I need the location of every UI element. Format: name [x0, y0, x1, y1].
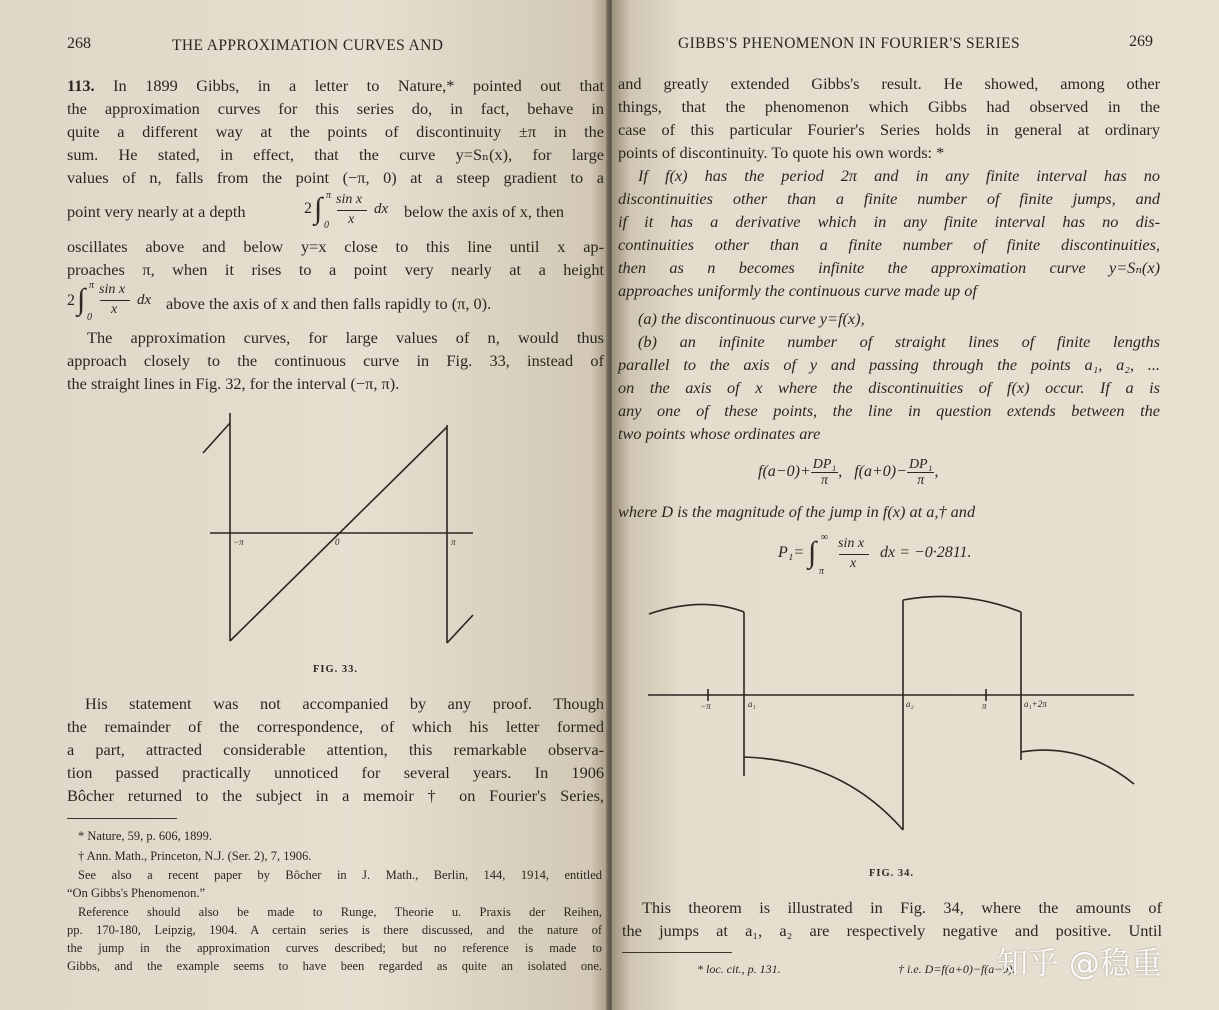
- page-number: 269: [1129, 33, 1153, 50]
- para1-line2: things, that the phenomenon which Gibbs had observed in the: [618, 97, 1160, 116]
- para1-depth-line: point very nearly at a depth: [67, 202, 246, 221]
- para1-line1: 113. In 1899 Gibbs, in a letter to Nature,* pointed out that: [67, 76, 605, 95]
- watermark: 知乎 @稳重: [997, 946, 1162, 982]
- fig34-curve-2: [744, 757, 903, 830]
- para1-height-line: above the axis of x and then falls rapidly to (π, 0).: [166, 294, 492, 313]
- item-b-line5: two points whose ordinates are: [618, 424, 821, 443]
- para1-line1: and greatly extended Gibbs's result. He showed, among other: [618, 74, 1160, 93]
- footnote-3: See also a recent paper by Bôcher in J. Math., Berlin, 144, 1914, entitled: [78, 868, 602, 882]
- fig33-label-pi: π: [451, 537, 456, 547]
- para2-line1: The approximation curves, for large values of n, would thus: [87, 328, 604, 347]
- para2-line3: the straight lines in Fig. 32, for the interval (−π, π).: [67, 374, 400, 393]
- figure-34: [642, 592, 1142, 842]
- fig34-curve-4: [1021, 750, 1134, 784]
- footnote-4: “On Gibbs's Phenomenon.”: [67, 886, 206, 900]
- where-line: where D is the magnitude of the jump in f(x) at a,† and: [618, 502, 976, 521]
- fig34-curve-1: [649, 604, 744, 614]
- footnote-ie: † i.e. D=f(a+0)−f(a−0).: [898, 962, 1016, 976]
- fig33-left-stub: [203, 423, 230, 453]
- theorem-line5: then as n becomes infinite the approximation curve y=Sₙ(x): [618, 258, 1160, 277]
- fig34-label-a2: a₂: [906, 699, 914, 709]
- para1-line3: quite a different way at the points of discontinuity ±π in the: [67, 122, 604, 141]
- footnote-rule: [67, 818, 177, 819]
- fig33-label-zero: 0: [335, 537, 340, 547]
- integral-height: 2 ∫ π 0 sin x x dx: [67, 280, 152, 323]
- para1-line4: points of discontinuity. To quote his own words: *: [618, 143, 945, 162]
- para-end-line1: This theorem is illustrated in Fig. 34, where the amounts of: [642, 898, 1162, 917]
- fig33-label-minus-pi: −π: [233, 537, 244, 547]
- para3-line1: His statement was not accompanied by any proof. Though: [85, 694, 604, 713]
- footnote-rule: [622, 952, 732, 953]
- p1-definition: P₁= ∫ ∞ π sin x x dx = −0·2811.: [778, 532, 972, 577]
- para1-line3: case of this particular Fourier's Series holds in general at ordinary: [618, 120, 1160, 139]
- item-b-line3: on the axis of x where the discontinuities of f(x) occur. If a is: [618, 378, 1160, 397]
- para3-line5: Bôcher returned to the subject in a memoir † on Fourier's Series,: [67, 786, 604, 805]
- para1-cont-line2: proaches π, when it rises to a point very nearly at a height: [67, 260, 604, 279]
- para3-line2: the remainder of the correspondence, of which his letter formed: [67, 717, 604, 736]
- item-b-line2: parallel to the axis of y and passing through the points a₁, a₂, ...: [618, 355, 1160, 374]
- theorem-line6: approaches uniformly the continuous curve made up of: [618, 281, 977, 300]
- integral-depth: 2 ∫ π 0 sin x x dx: [304, 190, 389, 231]
- running-head: GIBBS'S PHENOMENON IN FOURIER'S SERIES: [678, 35, 1021, 52]
- fig34-label-minus-pi: −π: [700, 701, 711, 711]
- para1-line2: the approximation curves for this series do, in fact, behave in: [67, 99, 604, 118]
- item-b-line4: any one of these points, the line in question extends between the: [618, 401, 1160, 420]
- footnote-1: * Nature, 59, p. 606, 1899.: [78, 829, 213, 843]
- running-head: THE APPROXIMATION CURVES AND: [172, 37, 444, 54]
- fig33-main-line: [230, 427, 447, 641]
- fig34-label-a1: a₁: [748, 699, 756, 709]
- footnote-loc-cit: * loc. cit., p. 131.: [697, 962, 781, 976]
- theorem-line2: discontinuities other than a finite number of finite jumps, and: [618, 189, 1160, 208]
- para3-line4: tion passed practically unnoticed for several years. In 1906: [67, 763, 604, 782]
- theorem-line3: if it has a derivative which in any finite interval has no dis-: [618, 212, 1160, 231]
- para1-cont-line1: oscillates above and below y=x close to this line until x ap-: [67, 237, 604, 256]
- fig34-label-pi: π: [982, 701, 987, 711]
- page-number: 268: [67, 35, 91, 52]
- figure-33: [195, 405, 485, 655]
- right-page: [612, 0, 1219, 1010]
- integral-sign: ∫: [314, 192, 323, 225]
- fig34-label-a1-plus-2pi: a₁+2π: [1024, 699, 1047, 709]
- fig33-caption: FIG. 33.: [313, 664, 359, 675]
- footnote-5: Reference should also be made to Runge, Theorie u. Praxis der Reihen,: [78, 905, 602, 919]
- para1-line4: sum. He stated, in effect, that the curve y=Sₙ(x), for large: [67, 145, 604, 164]
- fig34-curve-3: [903, 596, 1021, 612]
- para-end-line2: the jumps at a₁, a₂ are respectively negative and positive. Until: [622, 921, 1162, 940]
- item-b-line1: (b) an infinite number of straight lines of finite lengths: [638, 332, 1160, 351]
- footnote-7: the jump in the approximation curves described; but no reference is made to: [67, 941, 602, 955]
- fig33-right-stub: [447, 615, 473, 643]
- fig34-caption: FIG. 34.: [869, 868, 915, 879]
- para2-line2: approach closely to the continuous curve in Fig. 33, instead of: [67, 351, 604, 370]
- footnote-6: pp. 170-180, Leipzig, 1904. A certain series is there discussed, and the nature of: [67, 923, 602, 937]
- footnote-2: † Ann. Math., Princeton, N.J. (Ser. 2), 7, 1906.: [78, 849, 312, 863]
- section-number: 113.: [67, 76, 95, 95]
- para1-line5: values of n, falls from the point (−π, 0) at a steep gradient to a: [67, 168, 604, 187]
- left-page: 268 THE APPROXIMATION CURVES AND 113. In 1899 Gibbs, in a letter to Nature,* pointed out that the approximation curves for this series do, in fact, behave in quite a different way at the points of discontinuity ±π in the sum. He stated, in effect, that the curve y=Sₙ(x), for large values of n, falls from the point (−π, 0) at a steep gradient to a point very nearly at a depth 2 ∫ π 0 sin x x dx below the axis of x, then oscillates above and below y=x close to this line until x ap- proaches π, when it rises to a point very nearly at a height 2 ∫ π 0 sin x x dx above the axis of x and then falls rapidly to (π, 0). The approximation curves, for large values of n, would thus approach closely to the continuous curve in Fig. 33, instead of the straight lines in Fig. 32, for the interval (−π, π). −π 0 π FIG. 33. His statement was not accompanied by any proof. Though the remainder of the correspondence, of which his letter formed a part, attracted considerable attention, this remarkable observa- tion passed practically unnoticed for several years. In 1906 Bôcher returned to the subject in a memoir † on Fourier's Series, * Nature, 59, p. 606, 1899. † Ann. Math., Princeton, N.J. (Ser. 2), 7, 1906. See also a recent paper by Bôcher in J. Math., Berlin, 144, 1914, entitled “On Gibbs's Phenomenon.” Reference should also be made to Runge, Theorie u. Praxis der Reihen, pp. 170-180, Leipzig, 1904. A certain series is there discussed, and the nature of the jump in the approximation curves described; but no reference is made to Gibbs, and the example seems to have been regarded as quite an isolated one.: [0, 0, 609, 1010]
- para3-line3: a part, attracted considerable attention, this remarkable observa-: [67, 740, 604, 759]
- theorem-line4: continuities other than a finite number of finite discontinuities,: [618, 235, 1160, 254]
- theorem-line1: If f(x) has the period 2π and in any finite interval has no: [638, 166, 1160, 185]
- item-a: (a) the discontinuous curve y=f(x),: [638, 309, 865, 328]
- footnote-8: Gibbs, and the example seems to have been regarded as quite an isolated one.: [67, 959, 602, 973]
- ordinates-formula: f(a−0)+ $\frac{\text{DP₁}}{\pi}$ , f(a+0)− $\frac{\text{DP₁}}{\pi}$ ,: [758, 456, 939, 488]
